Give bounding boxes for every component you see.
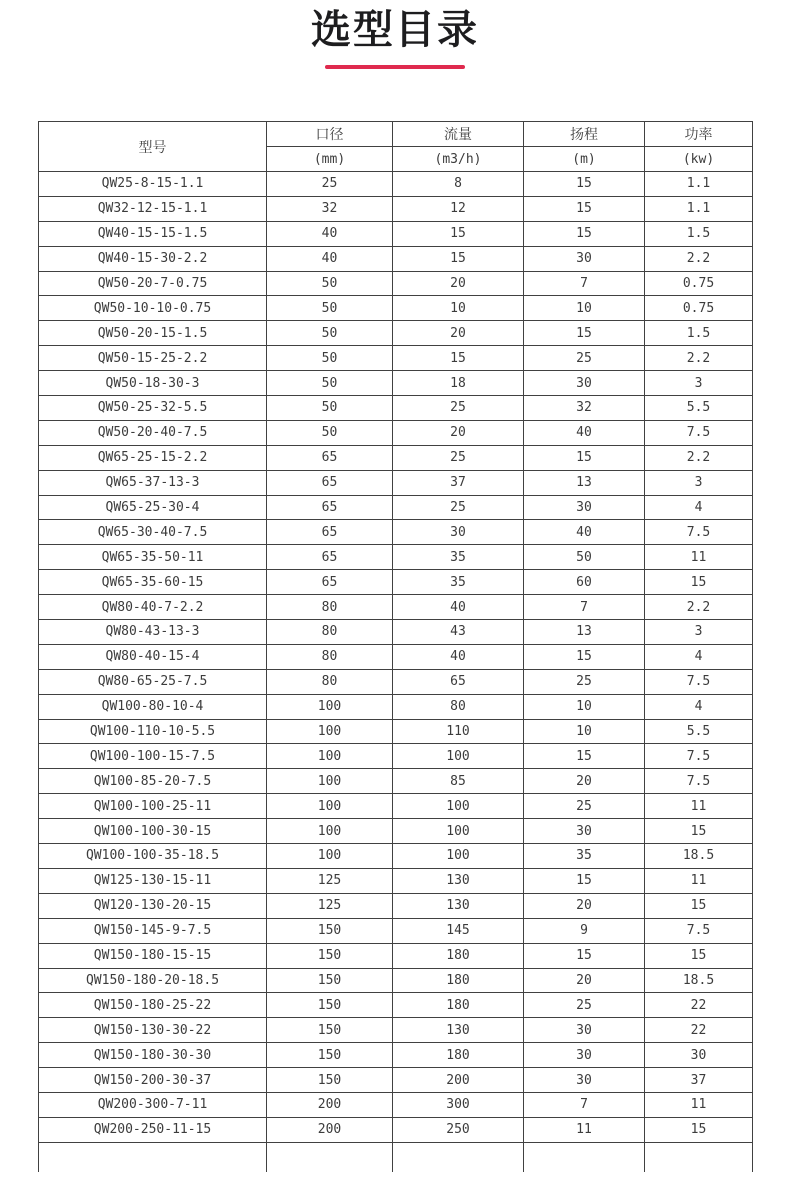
cell-flow: 15: [393, 346, 524, 371]
cell-flow: 15: [393, 221, 524, 246]
cell-diameter: 80: [267, 669, 393, 694]
cell-power: 7.5: [645, 420, 753, 445]
cell-head: 13: [524, 620, 645, 645]
cell-model: QW50-18-30-3: [39, 371, 267, 396]
table-row: [39, 520, 753, 545]
cell-model: QW150-145-9-7.5: [39, 918, 267, 943]
cell-flow: 100: [393, 744, 524, 769]
cell-diameter: 150: [267, 1043, 393, 1068]
cell-head: 25: [524, 346, 645, 371]
table-row: [39, 172, 753, 197]
cell-model: QW100-110-10-5.5: [39, 719, 267, 744]
cell-head: 9: [524, 918, 645, 943]
cell-model: QW150-180-20-18.5: [39, 968, 267, 993]
cell-diameter: 100: [267, 844, 393, 869]
cell-diameter: 150: [267, 1018, 393, 1043]
cell-head: 40: [524, 520, 645, 545]
cell-flow: 20: [393, 420, 524, 445]
cell-model: QW65-35-60-15: [39, 570, 267, 595]
cell-power: 7.5: [645, 769, 753, 794]
cell-head: 11: [524, 1117, 645, 1142]
table-row: [39, 819, 753, 844]
cell-head: 30: [524, 1043, 645, 1068]
table-row: [39, 396, 753, 421]
cell-diameter: 50: [267, 271, 393, 296]
cell-model: QW50-20-7-0.75: [39, 271, 267, 296]
cell-model: QW65-25-15-2.2: [39, 445, 267, 470]
table-row: [39, 620, 753, 645]
cell-head: 7: [524, 595, 645, 620]
table-row-partial: [39, 1142, 753, 1172]
table-row: [39, 918, 753, 943]
cell-diameter: 150: [267, 1068, 393, 1093]
empty-cell: [645, 1142, 753, 1172]
header-row-labels: [39, 122, 753, 147]
cell-power: 22: [645, 993, 753, 1018]
cell-power: 5.5: [645, 719, 753, 744]
cell-diameter: 125: [267, 893, 393, 918]
cell-model: QW40-15-30-2.2: [39, 246, 267, 271]
cell-head: 50: [524, 545, 645, 570]
cell-flow: 180: [393, 943, 524, 968]
empty-cell: [267, 1142, 393, 1172]
empty-cell: [393, 1142, 524, 1172]
cell-head: 15: [524, 868, 645, 893]
cell-model: QW80-65-25-7.5: [39, 669, 267, 694]
table-row: [39, 371, 753, 396]
cell-diameter: 50: [267, 420, 393, 445]
cell-power: 4: [645, 644, 753, 669]
cell-flow: 10: [393, 296, 524, 321]
cell-diameter: 80: [267, 595, 393, 620]
cell-flow: 130: [393, 1018, 524, 1043]
cell-power: 7.5: [645, 520, 753, 545]
cell-model: QW65-37-13-3: [39, 470, 267, 495]
cell-head: 30: [524, 371, 645, 396]
cell-power: 15: [645, 893, 753, 918]
cell-diameter: 100: [267, 819, 393, 844]
table-row: [39, 1092, 753, 1117]
cell-model: QW100-85-20-7.5: [39, 769, 267, 794]
table-row: [39, 1043, 753, 1068]
cell-power: 15: [645, 819, 753, 844]
cell-model: QW80-40-15-4: [39, 644, 267, 669]
cell-power: 0.75: [645, 271, 753, 296]
cell-model: QW80-43-13-3: [39, 620, 267, 645]
cell-head: 15: [524, 445, 645, 470]
cell-head: 35: [524, 844, 645, 869]
table-row: [39, 1117, 753, 1142]
cell-diameter: 65: [267, 445, 393, 470]
cell-power: 3: [645, 470, 753, 495]
cell-model: QW100-100-30-15: [39, 819, 267, 844]
unit-diameter: (mm): [267, 147, 393, 172]
cell-flow: 35: [393, 545, 524, 570]
table-row: [39, 296, 753, 321]
table-body: [39, 172, 753, 1173]
cell-flow: 25: [393, 495, 524, 520]
cell-head: 15: [524, 644, 645, 669]
cell-head: 15: [524, 321, 645, 346]
cell-power: 1.5: [645, 321, 753, 346]
cell-flow: 40: [393, 644, 524, 669]
table-row: [39, 271, 753, 296]
cell-model: QW65-25-30-4: [39, 495, 267, 520]
cell-head: 15: [524, 221, 645, 246]
cell-diameter: 200: [267, 1117, 393, 1142]
cell-head: 60: [524, 570, 645, 595]
table-row: [39, 794, 753, 819]
cell-diameter: 150: [267, 943, 393, 968]
table-row: [39, 470, 753, 495]
cell-head: 30: [524, 495, 645, 520]
table-header: [39, 122, 753, 172]
cell-model: QW100-100-15-7.5: [39, 744, 267, 769]
column-header-diameter: 口径: [267, 122, 393, 147]
cell-flow: 20: [393, 271, 524, 296]
cell-diameter: 100: [267, 744, 393, 769]
cell-head: 25: [524, 993, 645, 1018]
cell-diameter: 65: [267, 495, 393, 520]
cell-flow: 200: [393, 1068, 524, 1093]
cell-flow: 8: [393, 172, 524, 197]
table-row: [39, 1018, 753, 1043]
cell-model: QW40-15-15-1.5: [39, 221, 267, 246]
cell-model: QW125-130-15-11: [39, 868, 267, 893]
table-row: [39, 495, 753, 520]
cell-diameter: 65: [267, 545, 393, 570]
table-row: [39, 868, 753, 893]
cell-model: QW32-12-15-1.1: [39, 196, 267, 221]
cell-diameter: 40: [267, 246, 393, 271]
cell-flow: 180: [393, 1043, 524, 1068]
cell-model: QW50-10-10-0.75: [39, 296, 267, 321]
cell-power: 3: [645, 371, 753, 396]
cell-head: 15: [524, 196, 645, 221]
cell-model: QW50-25-32-5.5: [39, 396, 267, 421]
cell-power: 0.75: [645, 296, 753, 321]
unit-head: (m): [524, 147, 645, 172]
cell-power: 11: [645, 794, 753, 819]
cell-diameter: 100: [267, 769, 393, 794]
table-row: [39, 719, 753, 744]
cell-model: QW100-80-10-4: [39, 694, 267, 719]
cell-flow: 40: [393, 595, 524, 620]
cell-diameter: 50: [267, 321, 393, 346]
cell-flow: 65: [393, 669, 524, 694]
cell-model: QW150-180-30-30: [39, 1043, 267, 1068]
cell-power: 7.5: [645, 744, 753, 769]
cell-flow: 100: [393, 844, 524, 869]
cell-head: 40: [524, 420, 645, 445]
cell-power: 2.2: [645, 595, 753, 620]
unit-flow: (m3/h): [393, 147, 524, 172]
table-row: [39, 570, 753, 595]
cell-diameter: 65: [267, 470, 393, 495]
empty-cell: [39, 1142, 267, 1172]
table-row: [39, 196, 753, 221]
selection-table: [38, 121, 753, 1172]
cell-diameter: 80: [267, 620, 393, 645]
table-row: [39, 669, 753, 694]
cell-power: 1.1: [645, 172, 753, 197]
cell-model: QW50-15-25-2.2: [39, 346, 267, 371]
cell-power: 7.5: [645, 669, 753, 694]
cell-model: QW100-100-25-11: [39, 794, 267, 819]
cell-diameter: 125: [267, 868, 393, 893]
cell-flow: 37: [393, 470, 524, 495]
table-row: [39, 694, 753, 719]
cell-diameter: 32: [267, 196, 393, 221]
table-row: [39, 993, 753, 1018]
table-row: [39, 844, 753, 869]
cell-power: 18.5: [645, 968, 753, 993]
cell-model: QW50-20-15-1.5: [39, 321, 267, 346]
cell-power: 2.2: [645, 445, 753, 470]
column-header-head: 扬程: [524, 122, 645, 147]
cell-power: 15: [645, 570, 753, 595]
cell-power: 7.5: [645, 918, 753, 943]
cell-power: 11: [645, 1092, 753, 1117]
cell-head: 30: [524, 1068, 645, 1093]
cell-power: 4: [645, 495, 753, 520]
title-underline: [325, 65, 465, 69]
cell-power: 11: [645, 545, 753, 570]
cell-flow: 130: [393, 868, 524, 893]
table-row: [39, 221, 753, 246]
cell-model: QW200-250-11-15: [39, 1117, 267, 1142]
cell-flow: 300: [393, 1092, 524, 1117]
cell-model: QW150-130-30-22: [39, 1018, 267, 1043]
cell-power: 3: [645, 620, 753, 645]
cell-diameter: 80: [267, 644, 393, 669]
unit-power: (kw): [645, 147, 753, 172]
cell-power: 2.2: [645, 346, 753, 371]
cell-power: 5.5: [645, 396, 753, 421]
cell-model: QW65-35-50-11: [39, 545, 267, 570]
cell-flow: 12: [393, 196, 524, 221]
cell-flow: 180: [393, 993, 524, 1018]
column-header-power: 功率: [645, 122, 753, 147]
cell-flow: 130: [393, 893, 524, 918]
cell-flow: 30: [393, 520, 524, 545]
table-row: [39, 1068, 753, 1093]
table-row: [39, 346, 753, 371]
cell-power: 22: [645, 1018, 753, 1043]
cell-model: QW150-180-25-22: [39, 993, 267, 1018]
cell-model: QW80-40-7-2.2: [39, 595, 267, 620]
cell-power: 37: [645, 1068, 753, 1093]
cell-head: 10: [524, 719, 645, 744]
cell-head: 10: [524, 694, 645, 719]
cell-head: 13: [524, 470, 645, 495]
cell-head: 32: [524, 396, 645, 421]
cell-diameter: 100: [267, 794, 393, 819]
cell-flow: 43: [393, 620, 524, 645]
cell-model: QW100-100-35-18.5: [39, 844, 267, 869]
cell-diameter: 40: [267, 221, 393, 246]
cell-head: 15: [524, 943, 645, 968]
table-row: [39, 595, 753, 620]
cell-diameter: 100: [267, 719, 393, 744]
cell-power: 15: [645, 1117, 753, 1142]
cell-head: 7: [524, 271, 645, 296]
cell-diameter: 25: [267, 172, 393, 197]
cell-flow: 20: [393, 321, 524, 346]
cell-power: 11: [645, 868, 753, 893]
cell-head: 15: [524, 744, 645, 769]
table-row: [39, 644, 753, 669]
cell-flow: 80: [393, 694, 524, 719]
cell-flow: 25: [393, 396, 524, 421]
table-row: [39, 943, 753, 968]
cell-power: 1.5: [645, 221, 753, 246]
cell-flow: 180: [393, 968, 524, 993]
cell-diameter: 50: [267, 346, 393, 371]
cell-power: 1.1: [645, 196, 753, 221]
cell-flow: 100: [393, 794, 524, 819]
table-row: [39, 420, 753, 445]
table-row: [39, 744, 753, 769]
cell-flow: 110: [393, 719, 524, 744]
cell-head: 20: [524, 769, 645, 794]
cell-flow: 100: [393, 819, 524, 844]
table-row: [39, 246, 753, 271]
cell-flow: 15: [393, 246, 524, 271]
column-header-model: 型号: [39, 122, 267, 172]
cell-flow: 250: [393, 1117, 524, 1142]
cell-diameter: 100: [267, 694, 393, 719]
table-row: [39, 893, 753, 918]
cell-head: 20: [524, 893, 645, 918]
page-title: 选型目录: [311, 7, 479, 53]
cell-model: QW50-20-40-7.5: [39, 420, 267, 445]
cell-diameter: 150: [267, 993, 393, 1018]
cell-diameter: 65: [267, 520, 393, 545]
cell-head: 25: [524, 669, 645, 694]
cell-diameter: 65: [267, 570, 393, 595]
cell-diameter: 50: [267, 396, 393, 421]
cell-head: 30: [524, 819, 645, 844]
cell-head: 20: [524, 968, 645, 993]
cell-diameter: 50: [267, 371, 393, 396]
cell-flow: 18: [393, 371, 524, 396]
cell-diameter: 150: [267, 968, 393, 993]
cell-model: QW25-8-15-1.1: [39, 172, 267, 197]
table-row: [39, 545, 753, 570]
cell-head: 7: [524, 1092, 645, 1117]
cell-head: 25: [524, 794, 645, 819]
cell-model: QW150-200-30-37: [39, 1068, 267, 1093]
cell-flow: 145: [393, 918, 524, 943]
cell-head: 10: [524, 296, 645, 321]
cell-model: QW120-130-20-15: [39, 893, 267, 918]
cell-flow: 25: [393, 445, 524, 470]
cell-flow: 35: [393, 570, 524, 595]
column-header-flow: 流量: [393, 122, 524, 147]
cell-diameter: 150: [267, 918, 393, 943]
cell-power: 18.5: [645, 844, 753, 869]
empty-cell: [524, 1142, 645, 1172]
cell-diameter: 200: [267, 1092, 393, 1117]
table-row: [39, 321, 753, 346]
cell-power: 15: [645, 943, 753, 968]
cell-model: QW200-300-7-11: [39, 1092, 267, 1117]
cell-power: 30: [645, 1043, 753, 1068]
cell-head: 30: [524, 1018, 645, 1043]
table-row: [39, 769, 753, 794]
table-row: [39, 445, 753, 470]
cell-power: 2.2: [645, 246, 753, 271]
table-row: [39, 968, 753, 993]
cell-power: 4: [645, 694, 753, 719]
cell-model: QW150-180-15-15: [39, 943, 267, 968]
cell-diameter: 50: [267, 296, 393, 321]
cell-head: 15: [524, 172, 645, 197]
cell-model: QW65-30-40-7.5: [39, 520, 267, 545]
cell-head: 30: [524, 246, 645, 271]
cell-flow: 85: [393, 769, 524, 794]
